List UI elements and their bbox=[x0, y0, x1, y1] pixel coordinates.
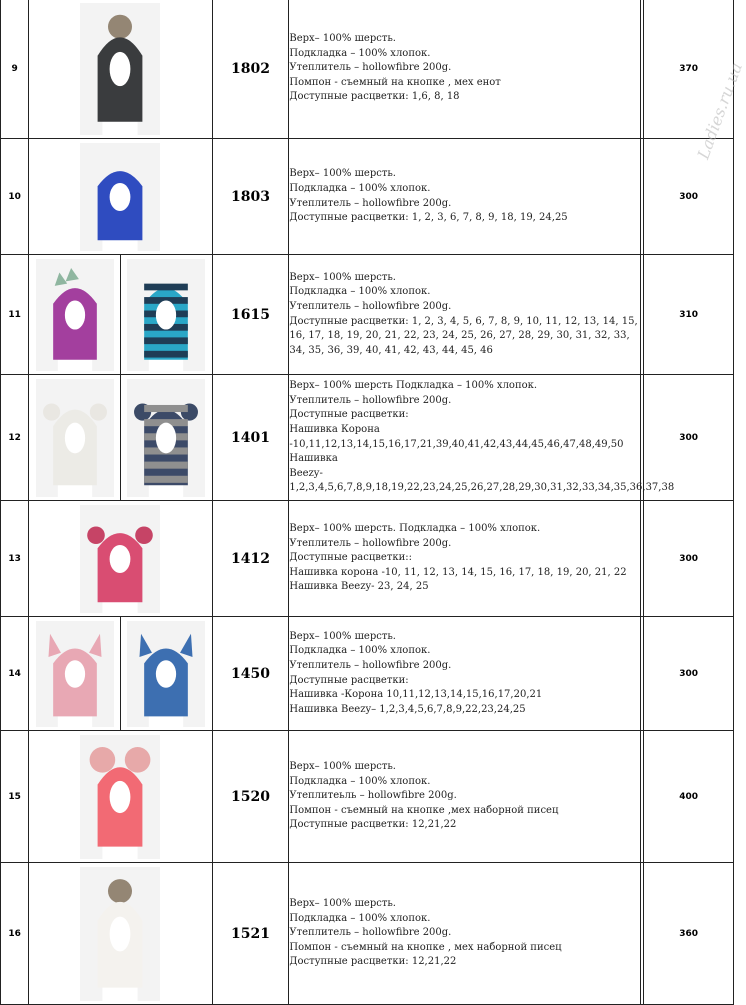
teal-navy-striped-helmet-hat-photo bbox=[121, 259, 212, 371]
description-line: Помпон - съемный на кнопке , мех енот bbox=[289, 76, 501, 88]
description-line: Верх– 100% шерсть. bbox=[289, 898, 396, 910]
description-line: Подкладка – 100% хлопок. bbox=[289, 47, 431, 59]
product-price: 400 bbox=[644, 731, 734, 863]
description-line: Утеплитель – hollowfibre 200g. bbox=[289, 659, 452, 671]
description-line: Утеплитель – hollowfibre 200g. bbox=[289, 197, 452, 209]
product-photo-cell bbox=[120, 255, 212, 375]
description-line: Доступные расцветки: 1,6, 8, 18 bbox=[289, 91, 460, 103]
product-price: 300 bbox=[644, 375, 734, 501]
description-line: Подкладка – 100% хлопок. bbox=[289, 645, 431, 657]
row-number: 11 bbox=[1, 255, 29, 375]
product-description bbox=[289, 501, 641, 617]
description-line: Верх– 100% шерсть. bbox=[289, 271, 396, 283]
product-photo-cell bbox=[29, 255, 121, 375]
blue-cat-ears-helmet-hat-photo bbox=[121, 621, 212, 727]
product-code: 1401 bbox=[212, 375, 289, 501]
product-description bbox=[289, 255, 641, 375]
product-description bbox=[289, 863, 641, 1005]
description-line: Нашивка корона -10, 11, 12, 13, 14, 15, 16, 17, 18, 19, 20, 21, 22 bbox=[289, 566, 627, 578]
table-row bbox=[1, 375, 734, 501]
description-line: Помпон - съемный на кнопке ,мех наборной писец bbox=[289, 804, 559, 816]
description-line: Доступные расцветки: 12,21,22 bbox=[289, 956, 457, 968]
product-photo-cell bbox=[29, 139, 213, 255]
coral-double-pompom-helmet-hat-photo bbox=[29, 735, 212, 859]
product-photo-cell bbox=[29, 617, 121, 731]
row-number: 14 bbox=[1, 617, 29, 731]
description-line: Доступные расцветки: 1, 2, 3, 6, 7, 8, 9, 18, 19, 24,25 bbox=[289, 212, 568, 224]
description-line: Доступные расцветки: bbox=[289, 409, 409, 421]
navy-grey-striped-helmet-hat-photo bbox=[121, 379, 212, 497]
watermark: Ladies.ru.ua bbox=[693, 60, 746, 162]
row-number: 12 bbox=[1, 375, 29, 501]
product-code: 1521 bbox=[212, 863, 289, 1005]
description-line: Утеплитель – hollowfibre 200g. bbox=[289, 62, 452, 74]
table-row bbox=[1, 255, 734, 375]
product-photo-cell bbox=[29, 375, 121, 501]
table-row bbox=[1, 139, 734, 255]
product-price: 300 bbox=[644, 617, 734, 731]
product-price: 300 bbox=[644, 501, 734, 617]
product-price: 360 bbox=[644, 863, 734, 1005]
white-pompom-helmet-hat-photo bbox=[29, 867, 212, 1001]
description-line: Верх– 100% шерсть. Подкладка – 100% хлопок. bbox=[289, 523, 541, 535]
description-line: Доступные расцветки: 12,21,22 bbox=[289, 819, 457, 831]
description-line: Подкладка – 100% хлопок. bbox=[289, 775, 431, 787]
product-code: 1802 bbox=[212, 0, 289, 139]
product-description bbox=[289, 375, 675, 501]
product-price: 300 bbox=[644, 139, 734, 255]
table-row bbox=[1, 863, 734, 1005]
product-photo-cell bbox=[120, 617, 212, 731]
product-photo-cell bbox=[29, 731, 213, 863]
product-photo-cell bbox=[29, 501, 213, 617]
description-line: Доступные расцветки:: bbox=[289, 552, 413, 564]
product-photo-cell bbox=[29, 0, 213, 139]
table-row bbox=[1, 0, 734, 139]
product-price: 370 bbox=[644, 0, 734, 139]
product-description bbox=[289, 731, 641, 863]
description-line: Beezy-1,2,3,4,5,6,7,8,9,18,19,22,23,24,25,26,27,28,29,30,31,32,33,34,35,36,37,38 bbox=[289, 467, 675, 494]
product-code: 1520 bbox=[212, 731, 289, 863]
table-row bbox=[1, 731, 734, 863]
purple-dino-helmet-hat-photo bbox=[29, 259, 120, 371]
description-line: Нашивка Beezy– 1,2,3,4,5,6,7,8,9,22,23,24,25 bbox=[289, 703, 526, 715]
row-number: 10 bbox=[1, 139, 29, 255]
black-helmet-hat-with-fur-pompom-photo bbox=[29, 3, 212, 135]
description-line: Утеплитель – hollowfibre 200g. bbox=[289, 537, 452, 549]
description-line: Утеплитель – hollowfibre 200g. bbox=[289, 300, 452, 312]
description-line: Нашивка bbox=[289, 453, 338, 465]
description-line: Подкладка – 100% хлопок. bbox=[289, 182, 431, 194]
product-code: 1412 bbox=[212, 501, 289, 617]
product-description bbox=[289, 0, 641, 139]
product-price: 310 bbox=[644, 255, 734, 375]
row-number: 15 bbox=[1, 731, 29, 863]
product-photo-cell bbox=[29, 863, 213, 1005]
description-line: Подкладка – 100% хлопок. bbox=[289, 912, 431, 924]
description-line: Доступные расцветки: bbox=[289, 674, 409, 686]
product-code: 1803 bbox=[212, 139, 289, 255]
description-line: Утеплитеьль – hollowfibre 200g. bbox=[289, 790, 457, 802]
description-line: -10,11,12,13,14,15,16,17,21,39,40,41,42,43,44,45,46,47,48,49,50 bbox=[289, 438, 624, 450]
product-description bbox=[289, 139, 641, 255]
row-number: 9 bbox=[1, 0, 29, 139]
table-row bbox=[1, 501, 734, 617]
product-code: 1450 bbox=[212, 617, 289, 731]
description-line: Нашивка Beezy- 23, 24, 25 bbox=[289, 581, 429, 593]
description-line: Помпон - съемный на кнопке , мех наборной писец bbox=[289, 941, 562, 953]
description-line: Верх– 100% шерсть. bbox=[289, 630, 396, 642]
white-bear-ears-helmet-hat-photo bbox=[29, 379, 120, 497]
table-row bbox=[1, 617, 734, 731]
description-line: Нашивка -Корона 10,11,12,13,14,15,16,17,20,21 bbox=[289, 689, 543, 701]
description-line: Верх– 100% шерсть. bbox=[289, 168, 396, 180]
description-line: Подкладка – 100% хлопок. bbox=[289, 286, 431, 298]
row-number: 13 bbox=[1, 501, 29, 617]
description-line: Верх– 100% шерсть. bbox=[289, 33, 396, 45]
product-code: 1615 bbox=[212, 255, 289, 375]
description-line: Верх– 100% шерсть Подкладка – 100% хлопок. bbox=[289, 380, 538, 392]
row-number: 16 bbox=[1, 863, 29, 1005]
product-photo-cell bbox=[120, 375, 212, 501]
product-description bbox=[289, 617, 641, 731]
description-line: Утеплитель – hollowfibre 200g. bbox=[289, 927, 452, 939]
blue-helmet-hat-with-star-patch-photo bbox=[29, 143, 212, 251]
description-line: Утеплитель – hollowfibre 200g. bbox=[289, 394, 452, 406]
pink-ears-crown-helmet-hat-photo bbox=[29, 505, 212, 613]
description-line: Доступные расцветки: 1, 2, 3, 4, 5, 6, 7, 8, 9, 10, 11, 12, 13, 14, 15, 16, 17, 18, 19, 20, 21, 22, 23, 24, 25, 26, 27, 28, 29, 30, 31, 32, 33, 34, 35, 36, 39, 40, 41, 42, 43, 44, 45, 46 bbox=[289, 315, 638, 356]
description-line: Нашивка Корона bbox=[289, 423, 380, 435]
description-line: Верх– 100% шерсть. bbox=[289, 761, 396, 773]
pink-cat-ears-helmet-hat-photo bbox=[29, 621, 120, 727]
